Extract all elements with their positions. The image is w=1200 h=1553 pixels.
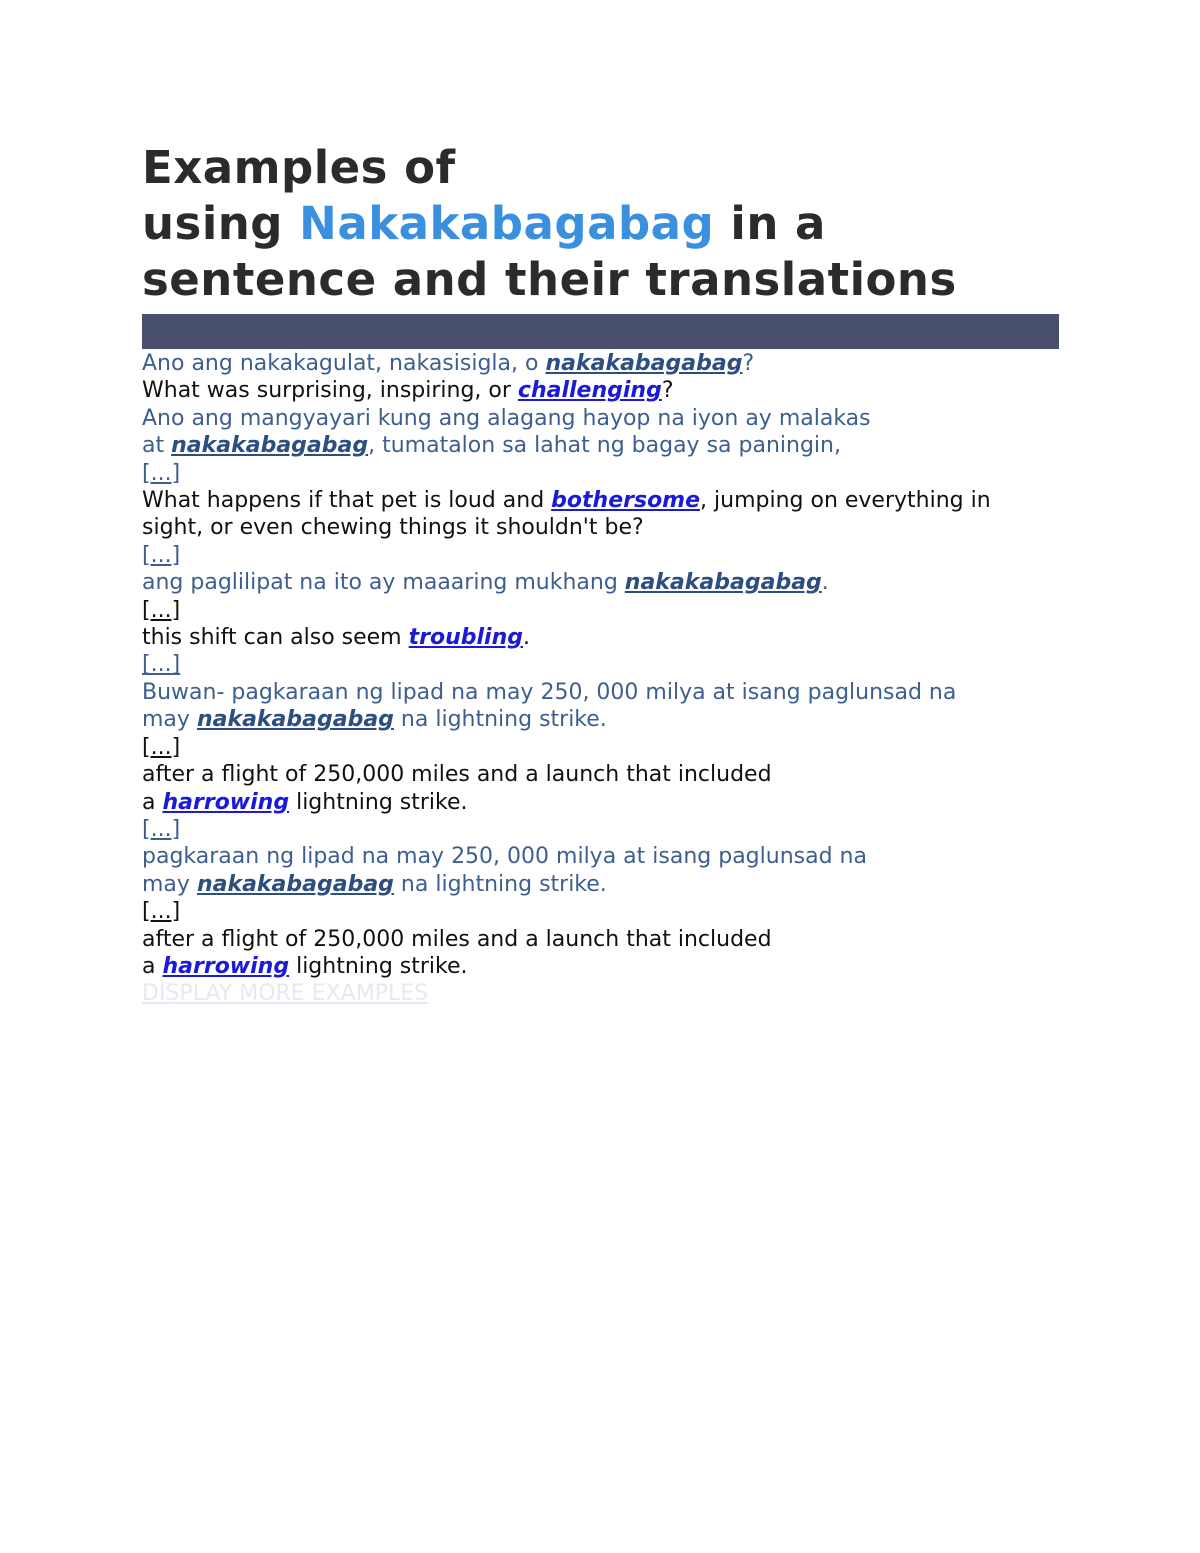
source-more-link[interactable]: [...]	[142, 899, 181, 925]
source-more-link[interactable]: [...]	[142, 734, 181, 760]
translation-text-after: lightning strike.	[289, 953, 468, 979]
header-bar	[142, 314, 1059, 349]
source-term[interactable]: nakakabagabag	[196, 707, 394, 733]
source-text-before: pagkaraan ng lipad na may 250, 000 milya at isang paglunsad na may	[142, 844, 867, 897]
translation-text-after: .	[523, 625, 531, 651]
translation-more-link[interactable]: [...]	[142, 542, 181, 568]
page-title	[142, 140, 1062, 308]
example-translation	[142, 761, 1062, 816]
translation-more-link[interactable]: [...]	[142, 652, 181, 678]
title-line-3: sentence and their translations	[142, 253, 957, 306]
examples-list	[142, 350, 1062, 1008]
source-term[interactable]: nakakabagabag	[624, 570, 822, 596]
source-more-link[interactable]: [...]	[142, 460, 181, 486]
translation-term[interactable]: troubling	[408, 625, 524, 651]
document-page	[142, 140, 1062, 1008]
translation-term[interactable]: harrowing	[162, 953, 290, 979]
example-source	[142, 569, 1062, 596]
source-more-link[interactable]: [...]	[142, 597, 181, 623]
source-term[interactable]: nakakabagabag	[171, 433, 369, 459]
title-suffix: in a	[714, 197, 826, 250]
title-prefix: using	[142, 197, 300, 250]
title-term: Nakakabagabag	[299, 197, 715, 250]
translation-text-before: after a flight of 250,000 miles and a launch that included a	[142, 926, 772, 979]
translation-text-after: ?	[661, 378, 674, 404]
source-text-after: , tumatalon sa lahat ng bagay sa paningin,	[368, 433, 841, 459]
example-source	[142, 843, 1062, 898]
source-term[interactable]: nakakabagabag	[545, 351, 743, 376]
translation-term[interactable]: bothersome	[551, 488, 701, 514]
example-source	[142, 350, 1062, 377]
source-text-after: na lightning strike.	[393, 871, 607, 897]
translation-text-before: this shift can also seem	[142, 625, 409, 651]
translation-term[interactable]: challenging	[517, 378, 662, 404]
source-term[interactable]: nakakabagabag	[196, 871, 394, 897]
example-source	[142, 679, 1062, 734]
example-translation	[142, 624, 1062, 651]
source-text-before: ang paglilipat na ito ay maaaring mukhang	[142, 570, 625, 596]
display-more-examples-link[interactable]: DISPLAY MORE EXAMPLES	[142, 981, 429, 1007]
translation-text-before: What happens if that pet is loud and	[142, 488, 552, 514]
example-translation	[142, 487, 1062, 542]
example-translation	[142, 377, 1062, 404]
title-line-1: Examples of	[142, 141, 456, 194]
source-text-before: Ano ang nakakagulat, nakasisigla, o	[142, 351, 546, 376]
translation-more-link[interactable]: [...]	[142, 816, 181, 842]
source-text-after: .	[821, 570, 829, 596]
translation-text-after: lightning strike.	[289, 789, 468, 815]
translation-term[interactable]: harrowing	[162, 789, 290, 815]
translation-text-before: after a flight of 250,000 miles and a launch that included a	[142, 762, 772, 815]
example-translation	[142, 926, 1062, 981]
source-text-after: na lightning strike.	[393, 707, 607, 733]
translation-text-before: What was surprising, inspiring, or	[142, 378, 518, 404]
source-text-before: Buwan- pagkaraan ng lipad na may 250, 000 milya at isang paglunsad na may	[142, 679, 957, 733]
source-text-before: Ano ang mangyayari kung ang alagang hayop na iyon ay malakas at	[142, 405, 871, 459]
translation-text-after: , jumping on everything in sight, or even chewing things it shouldn't be?	[142, 488, 991, 541]
source-text-after: ?	[742, 351, 755, 376]
example-source	[142, 405, 1062, 460]
